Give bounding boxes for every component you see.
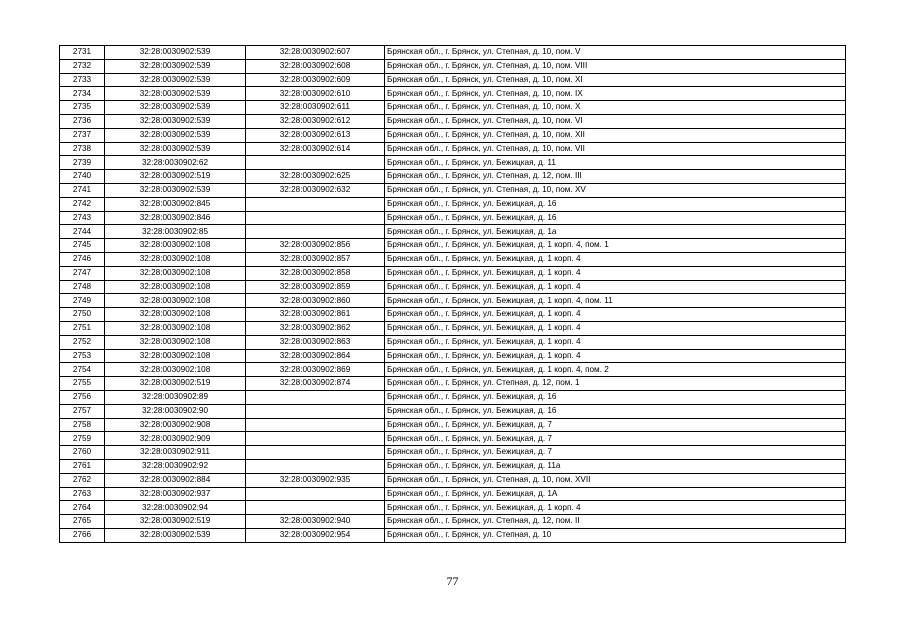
parent-cadastral-number-cell: 32:28:0030902:519 xyxy=(105,515,246,529)
table-row xyxy=(60,266,846,280)
object-cadastral-number-cell xyxy=(246,404,385,418)
parent-cadastral-number-cell: 32:28:0030902:909 xyxy=(105,432,246,446)
table-row xyxy=(60,225,846,239)
row-number-cell: 2743 xyxy=(60,211,105,225)
object-cadastral-number-cell xyxy=(246,225,385,239)
parent-cadastral-number-cell: 32:28:0030902:92 xyxy=(105,459,246,473)
row-number-cell: 2747 xyxy=(60,266,105,280)
object-cadastral-number-cell: 32:28:0030902:859 xyxy=(246,280,385,294)
address-cell: Брянская обл., г. Брянск, ул. Бежицкая, д. 1 корп. 4, пом. 2 xyxy=(385,363,846,377)
row-number-cell: 2760 xyxy=(60,446,105,460)
address-cell: Брянская обл., г. Брянск, ул. Степная, д. 10 xyxy=(385,528,846,542)
parent-cadastral-number-cell: 32:28:0030902:911 xyxy=(105,446,246,460)
object-cadastral-number-cell xyxy=(246,418,385,432)
parent-cadastral-number-cell: 32:28:0030902:539 xyxy=(105,183,246,197)
row-number-cell: 2748 xyxy=(60,280,105,294)
row-number-cell: 2751 xyxy=(60,321,105,335)
object-cadastral-number-cell: 32:28:0030902:869 xyxy=(246,363,385,377)
object-cadastral-number-cell xyxy=(246,156,385,170)
row-number-cell: 2750 xyxy=(60,308,105,322)
table-row xyxy=(60,308,846,322)
object-cadastral-number-cell: 32:28:0030902:610 xyxy=(246,87,385,101)
address-cell: Брянская обл., г. Брянск, ул. Бежицкая, д. 7 xyxy=(385,418,846,432)
object-cadastral-number-cell xyxy=(246,459,385,473)
table-row xyxy=(60,128,846,142)
object-cadastral-number-cell: 32:28:0030902:611 xyxy=(246,101,385,115)
address-cell: Брянская обл., г. Брянск, ул. Бежицкая, д. 16 xyxy=(385,197,846,211)
parent-cadastral-number-cell: 32:28:0030902:539 xyxy=(105,59,246,73)
address-cell: Брянская обл., г. Брянск, ул. Бежицкая, д. 1а xyxy=(385,225,846,239)
parent-cadastral-number-cell: 32:28:0030902:937 xyxy=(105,487,246,501)
row-number-cell: 2742 xyxy=(60,197,105,211)
address-cell: Брянская обл., г. Брянск, ул. Бежицкая, д. 16 xyxy=(385,404,846,418)
parent-cadastral-number-cell: 32:28:0030902:108 xyxy=(105,321,246,335)
object-cadastral-number-cell xyxy=(246,432,385,446)
parent-cadastral-number-cell: 32:28:0030902:539 xyxy=(105,87,246,101)
table-row xyxy=(60,321,846,335)
address-cell: Брянская обл., г. Брянск, ул. Бежицкая, д. 11 xyxy=(385,156,846,170)
object-cadastral-number-cell: 32:28:0030902:862 xyxy=(246,321,385,335)
object-cadastral-number-cell xyxy=(246,501,385,515)
address-cell: Брянская обл., г. Брянск, ул. Степная, д. 10, пом. XVII xyxy=(385,473,846,487)
table-row xyxy=(60,114,846,128)
table-row xyxy=(60,349,846,363)
object-cadastral-number-cell: 32:28:0030902:614 xyxy=(246,142,385,156)
object-cadastral-number-cell xyxy=(246,390,385,404)
parent-cadastral-number-cell: 32:28:0030902:85 xyxy=(105,225,246,239)
object-cadastral-number-cell: 32:28:0030902:625 xyxy=(246,170,385,184)
row-number-cell: 2753 xyxy=(60,349,105,363)
row-number-cell: 2766 xyxy=(60,528,105,542)
row-number-cell: 2759 xyxy=(60,432,105,446)
parent-cadastral-number-cell: 32:28:0030902:539 xyxy=(105,142,246,156)
address-cell: Брянская обл., г. Брянск, ул. Бежицкая, д. 1 корп. 4 xyxy=(385,252,846,266)
object-cadastral-number-cell: 32:28:0030902:608 xyxy=(246,59,385,73)
parent-cadastral-number-cell: 32:28:0030902:539 xyxy=(105,46,246,60)
row-number-cell: 2740 xyxy=(60,170,105,184)
address-cell: Брянская обл., г. Брянск, ул. Бежицкая, д. 1 корп. 4, пом. 11 xyxy=(385,294,846,308)
address-cell: Брянская обл., г. Брянск, ул. Бежицкая, д. 1 корп. 4 xyxy=(385,280,846,294)
parent-cadastral-number-cell: 32:28:0030902:108 xyxy=(105,349,246,363)
address-cell: Брянская обл., г. Брянск, ул. Степная, д. 10, пом. IX xyxy=(385,87,846,101)
table-row xyxy=(60,446,846,460)
parent-cadastral-number-cell: 32:28:0030902:845 xyxy=(105,197,246,211)
row-number-cell: 2745 xyxy=(60,239,105,253)
row-number-cell: 2736 xyxy=(60,114,105,128)
address-cell: Брянская обл., г. Брянск, ул. Бежицкая, д. 1 корп. 4 xyxy=(385,501,846,515)
table-row xyxy=(60,515,846,529)
object-cadastral-number-cell: 32:28:0030902:864 xyxy=(246,349,385,363)
table-row xyxy=(60,432,846,446)
table-row xyxy=(60,156,846,170)
address-cell: Брянская обл., г. Брянск, ул. Бежицкая, д. 7 xyxy=(385,432,846,446)
object-cadastral-number-cell: 32:28:0030902:863 xyxy=(246,335,385,349)
object-cadastral-number-cell xyxy=(246,211,385,225)
object-cadastral-number-cell: 32:28:0030902:954 xyxy=(246,528,385,542)
object-cadastral-number-cell: 32:28:0030902:609 xyxy=(246,73,385,87)
address-cell: Брянская обл., г. Брянск, ул. Степная, д. 10, пом. VI xyxy=(385,114,846,128)
object-cadastral-number-cell: 32:28:0030902:856 xyxy=(246,239,385,253)
parent-cadastral-number-cell: 32:28:0030902:108 xyxy=(105,335,246,349)
address-cell: Брянская обл., г. Брянск, ул. Степная, д. 10, пом. X xyxy=(385,101,846,115)
table-row xyxy=(60,211,846,225)
table-row xyxy=(60,528,846,542)
table-row xyxy=(60,46,846,60)
table-row xyxy=(60,280,846,294)
parent-cadastral-number-cell: 32:28:0030902:846 xyxy=(105,211,246,225)
table-row xyxy=(60,87,846,101)
parent-cadastral-number-cell: 32:28:0030902:108 xyxy=(105,280,246,294)
table-row xyxy=(60,252,846,266)
registry-table-body xyxy=(60,46,846,543)
table-row xyxy=(60,197,846,211)
object-cadastral-number-cell: 32:28:0030902:632 xyxy=(246,183,385,197)
row-number-cell: 2732 xyxy=(60,59,105,73)
row-number-cell: 2739 xyxy=(60,156,105,170)
row-number-cell: 2737 xyxy=(60,128,105,142)
parent-cadastral-number-cell: 32:28:0030902:62 xyxy=(105,156,246,170)
parent-cadastral-number-cell: 32:28:0030902:108 xyxy=(105,266,246,280)
table-row xyxy=(60,390,846,404)
row-number-cell: 2762 xyxy=(60,473,105,487)
object-cadastral-number-cell: 32:28:0030902:613 xyxy=(246,128,385,142)
parent-cadastral-number-cell: 32:28:0030902:94 xyxy=(105,501,246,515)
parent-cadastral-number-cell: 32:28:0030902:519 xyxy=(105,377,246,391)
parent-cadastral-number-cell: 32:28:0030902:539 xyxy=(105,73,246,87)
address-cell: Брянская обл., г. Брянск, ул. Степная, д. 12, пом. III xyxy=(385,170,846,184)
table-row xyxy=(60,73,846,87)
parent-cadastral-number-cell: 32:28:0030902:108 xyxy=(105,252,246,266)
parent-cadastral-number-cell: 32:28:0030902:539 xyxy=(105,114,246,128)
table-row xyxy=(60,101,846,115)
table-row xyxy=(60,377,846,391)
address-cell: Брянская обл., г. Брянск, ул. Степная, д. 12, пом. II xyxy=(385,515,846,529)
row-number-cell: 2731 xyxy=(60,46,105,60)
object-cadastral-number-cell xyxy=(246,197,385,211)
table-row xyxy=(60,363,846,377)
row-number-cell: 2749 xyxy=(60,294,105,308)
table-row xyxy=(60,473,846,487)
address-cell: Брянская обл., г. Брянск, ул. Бежицкая, д. 11а xyxy=(385,459,846,473)
address-cell: Брянская обл., г. Брянск, ул. Степная, д. 10, пом. XI xyxy=(385,73,846,87)
row-number-cell: 2764 xyxy=(60,501,105,515)
row-number-cell: 2752 xyxy=(60,335,105,349)
address-cell: Брянская обл., г. Брянск, ул. Бежицкая, д. 1 корп. 4 xyxy=(385,308,846,322)
object-cadastral-number-cell: 32:28:0030902:935 xyxy=(246,473,385,487)
object-cadastral-number-cell: 32:28:0030902:940 xyxy=(246,515,385,529)
row-number-cell: 2734 xyxy=(60,87,105,101)
row-number-cell: 2765 xyxy=(60,515,105,529)
row-number-cell: 2756 xyxy=(60,390,105,404)
row-number-cell: 2733 xyxy=(60,73,105,87)
table-row xyxy=(60,183,846,197)
registry-table xyxy=(59,45,846,543)
address-cell: Брянская обл., г. Брянск, ул. Бежицкая, д. 1 корп. 4 xyxy=(385,321,846,335)
object-cadastral-number-cell: 32:28:0030902:857 xyxy=(246,252,385,266)
row-number-cell: 2757 xyxy=(60,404,105,418)
address-cell: Брянская обл., г. Брянск, ул. Бежицкая, д. 7 xyxy=(385,446,846,460)
parent-cadastral-number-cell: 32:28:0030902:539 xyxy=(105,101,246,115)
table-row xyxy=(60,59,846,73)
address-cell: Брянская обл., г. Брянск, ул. Бежицкая, д. 16 xyxy=(385,390,846,404)
table-row xyxy=(60,418,846,432)
parent-cadastral-number-cell: 32:28:0030902:539 xyxy=(105,128,246,142)
address-cell: Брянская обл., г. Брянск, ул. Бежицкая, д. 1А xyxy=(385,487,846,501)
parent-cadastral-number-cell: 32:28:0030902:519 xyxy=(105,170,246,184)
object-cadastral-number-cell: 32:28:0030902:860 xyxy=(246,294,385,308)
table-row xyxy=(60,239,846,253)
table-row xyxy=(60,501,846,515)
object-cadastral-number-cell: 32:28:0030902:612 xyxy=(246,114,385,128)
object-cadastral-number-cell: 32:28:0030902:858 xyxy=(246,266,385,280)
object-cadastral-number-cell: 32:28:0030902:861 xyxy=(246,308,385,322)
address-cell: Брянская обл., г. Брянск, ул. Степная, д. 10, пом. VII xyxy=(385,142,846,156)
address-cell: Брянская обл., г. Брянск, ул. Степная, д. 10, пом. VIII xyxy=(385,59,846,73)
address-cell: Брянская обл., г. Брянск, ул. Бежицкая, д. 1 корп. 4 xyxy=(385,335,846,349)
row-number-cell: 2735 xyxy=(60,101,105,115)
row-number-cell: 2741 xyxy=(60,183,105,197)
object-cadastral-number-cell: 32:28:0030902:874 xyxy=(246,377,385,391)
parent-cadastral-number-cell: 32:28:0030902:884 xyxy=(105,473,246,487)
row-number-cell: 2738 xyxy=(60,142,105,156)
address-cell: Брянская обл., г. Брянск, ул. Бежицкая, д. 1 корп. 4 xyxy=(385,349,846,363)
parent-cadastral-number-cell: 32:28:0030902:90 xyxy=(105,404,246,418)
parent-cadastral-number-cell: 32:28:0030902:89 xyxy=(105,390,246,404)
table-row xyxy=(60,294,846,308)
address-cell: Брянская обл., г. Брянск, ул. Бежицкая, д. 1 корп. 4 xyxy=(385,266,846,280)
row-number-cell: 2761 xyxy=(60,459,105,473)
address-cell: Брянская обл., г. Брянск, ул. Бежицкая, д. 16 xyxy=(385,211,846,225)
object-cadastral-number-cell xyxy=(246,446,385,460)
address-cell: Брянская обл., г. Брянск, ул. Степная, д. 10, пом. XII xyxy=(385,128,846,142)
table-row xyxy=(60,335,846,349)
table-row xyxy=(60,459,846,473)
address-cell: Брянская обл., г. Брянск, ул. Степная, д. 10, пом. V xyxy=(385,46,846,60)
address-cell: Брянская обл., г. Брянск, ул. Степная, д. 10, пом. XV xyxy=(385,183,846,197)
row-number-cell: 2754 xyxy=(60,363,105,377)
parent-cadastral-number-cell: 32:28:0030902:108 xyxy=(105,363,246,377)
row-number-cell: 2755 xyxy=(60,377,105,391)
parent-cadastral-number-cell: 32:28:0030902:539 xyxy=(105,528,246,542)
table-row xyxy=(60,142,846,156)
row-number-cell: 2758 xyxy=(60,418,105,432)
table-row xyxy=(60,404,846,418)
table-row xyxy=(60,170,846,184)
parent-cadastral-number-cell: 32:28:0030902:108 xyxy=(105,294,246,308)
parent-cadastral-number-cell: 32:28:0030902:108 xyxy=(105,239,246,253)
object-cadastral-number-cell xyxy=(246,487,385,501)
row-number-cell: 2763 xyxy=(60,487,105,501)
object-cadastral-number-cell: 32:28:0030902:607 xyxy=(246,46,385,60)
parent-cadastral-number-cell: 32:28:0030902:108 xyxy=(105,308,246,322)
address-cell: Брянская обл., г. Брянск, ул. Степная, д. 12, пом. 1 xyxy=(385,377,846,391)
table-row xyxy=(60,487,846,501)
row-number-cell: 2744 xyxy=(60,225,105,239)
parent-cadastral-number-cell: 32:28:0030902:908 xyxy=(105,418,246,432)
page-number: 77 xyxy=(446,574,459,588)
row-number-cell: 2746 xyxy=(60,252,105,266)
address-cell: Брянская обл., г. Брянск, ул. Бежицкая, д. 1 корп. 4, пом. 1 xyxy=(385,239,846,253)
